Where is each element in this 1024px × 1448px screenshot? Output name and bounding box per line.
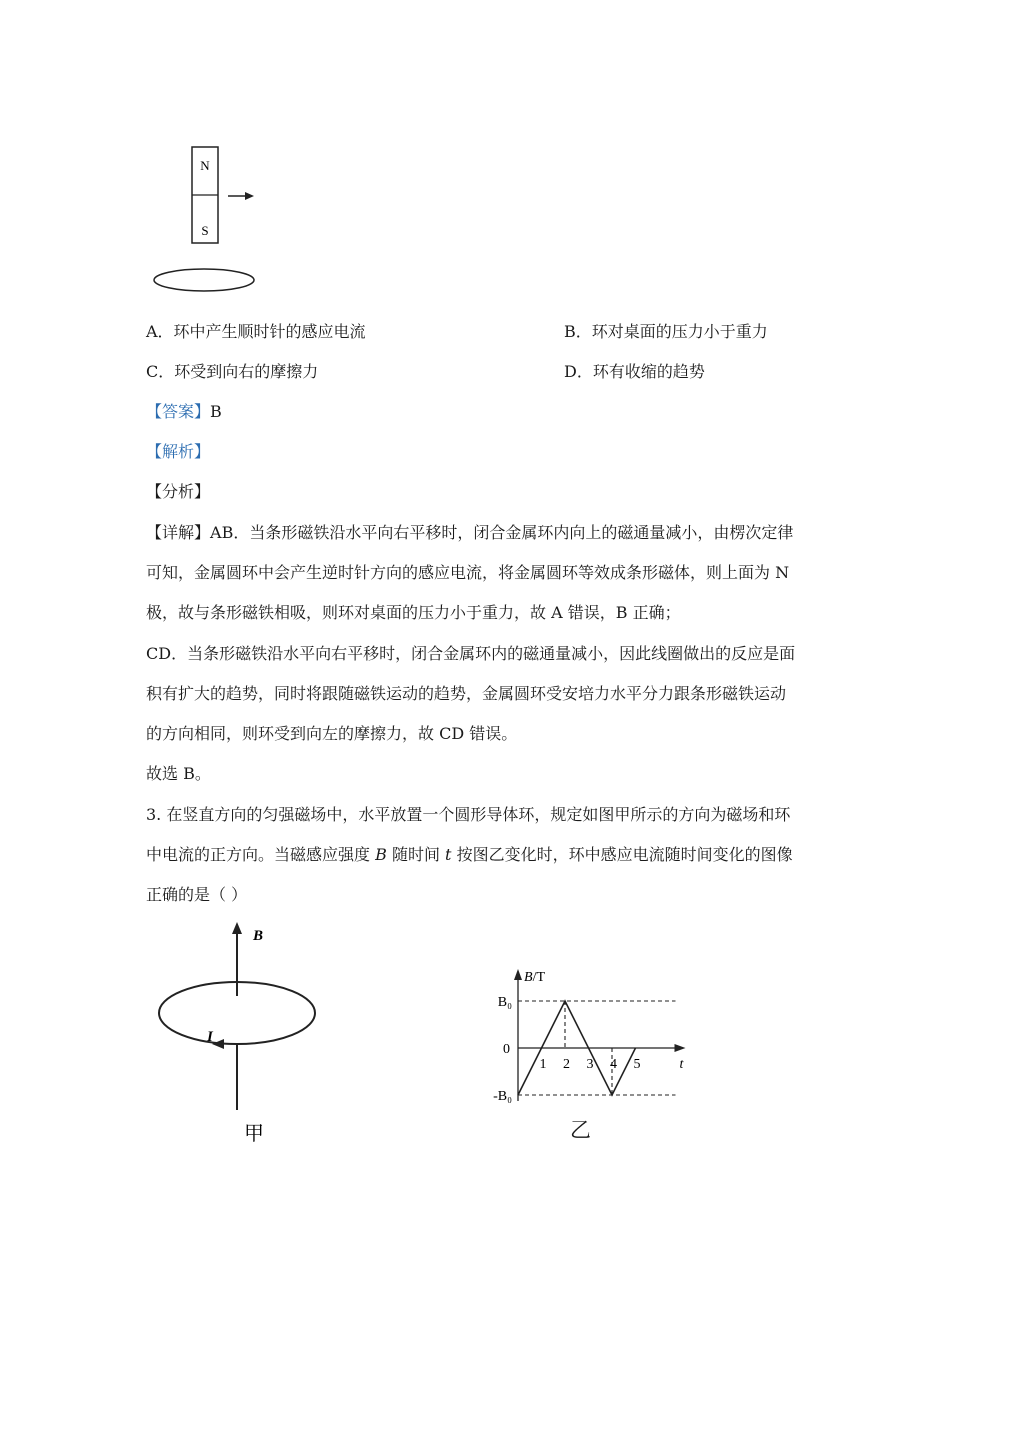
x-axis-label: t <box>679 1057 684 1072</box>
x-tick-5: 5 <box>633 1057 641 1072</box>
figure-jia <box>150 918 330 1150</box>
answer-tag: 【答案】 <box>146 402 211 421</box>
detail-line-3: 极，故与条形磁铁相吸，则环对桌面的压力小于重力，故 A 错误，B 正确； <box>146 603 681 622</box>
x-axis-arrow <box>675 1044 686 1052</box>
detail-line-7: 故选 B。 <box>146 764 211 783</box>
x-tick-3: 3 <box>586 1057 594 1072</box>
detail-line-1 <box>146 523 793 543</box>
current-arrow-head <box>212 1039 224 1049</box>
current-label: I <box>207 1029 213 1045</box>
detail-text-1: AB．当条形磁铁沿水平向右平移时，闭合金属环内向上的磁通量减小，由楞次定律 <box>210 523 794 542</box>
magnet-n-label: N <box>200 158 210 173</box>
y-label-var: B <box>524 970 533 985</box>
option-c: C．环受到向右的摩擦力 <box>146 362 319 381</box>
magnet-ring-figure <box>140 140 280 300</box>
q3-text-c: 随时间 <box>386 845 446 864</box>
motion-arrow-head <box>245 192 254 200</box>
detail-line-6: 的方向相同，则环受到向左的摩擦力，故 CD 错误。 <box>146 724 518 743</box>
answer-line <box>146 402 222 422</box>
y-tick-zero: 0 <box>503 1042 510 1057</box>
magnet-s-label: S <box>201 223 209 238</box>
caption-jia: 甲 <box>244 1123 264 1145</box>
x-tick-4: 4 <box>610 1057 617 1072</box>
option-a: A．环中产生顺时针的感应电流 <box>146 322 366 341</box>
x-tick-2: 2 <box>563 1057 570 1072</box>
caption-yi: 乙 <box>570 1118 591 1142</box>
q3-var-b: B <box>375 845 387 864</box>
q3-var-t: t <box>445 845 452 864</box>
y-axis-arrow <box>514 969 522 980</box>
q3-line-2 <box>146 845 793 865</box>
b-field-label: B <box>253 928 264 944</box>
analysis-tag: 【解析】 <box>146 442 211 461</box>
y-label-unit: /T <box>532 970 546 985</box>
q3-line-1: 3. 在竖直方向的匀强磁场中，水平放置一个圆形导体环，规定如图甲所示的方向为磁场和环 <box>146 805 791 824</box>
b-field-arrow-head <box>232 922 242 934</box>
metal-ring <box>154 269 254 291</box>
y-tick-b0: B₀ <box>497 995 512 1010</box>
y-tick-neg-b0: -B₀ <box>493 1089 512 1104</box>
detail-line-4: CD．当条形磁铁沿水平向右平移时，闭合金属环内的磁通量减小，因此线圈做出的反应是面 <box>146 644 796 663</box>
q3-text-e: 按图乙变化时，环中感应电流随时间变化的图像 <box>451 845 793 864</box>
detail-tag: 【详解】 <box>146 523 211 542</box>
option-b: B．环对桌面的压力小于重力 <box>564 322 768 341</box>
y-axis-label <box>524 970 545 985</box>
q3-line-3: 正确的是（ ） <box>146 885 248 904</box>
q3-text-a: 中电流的正方向。当磁感应强度 <box>146 845 376 864</box>
fenxi-tag: 【分析】 <box>146 482 211 501</box>
option-d: D．环有收缩的趋势 <box>564 362 705 381</box>
x-tick-1: 1 <box>539 1057 547 1072</box>
answer-value: B <box>210 402 222 421</box>
detail-line-5: 积有扩大的趋势，同时将跟随磁铁运动的趋势，金属圆环受安培力水平分力跟条形磁铁运动 <box>146 684 787 703</box>
detail-line-2: 可知，金属圆环中会产生逆时针方向的感应电流，将金属圆环等效成条形磁体，则上面为 N <box>146 563 790 582</box>
